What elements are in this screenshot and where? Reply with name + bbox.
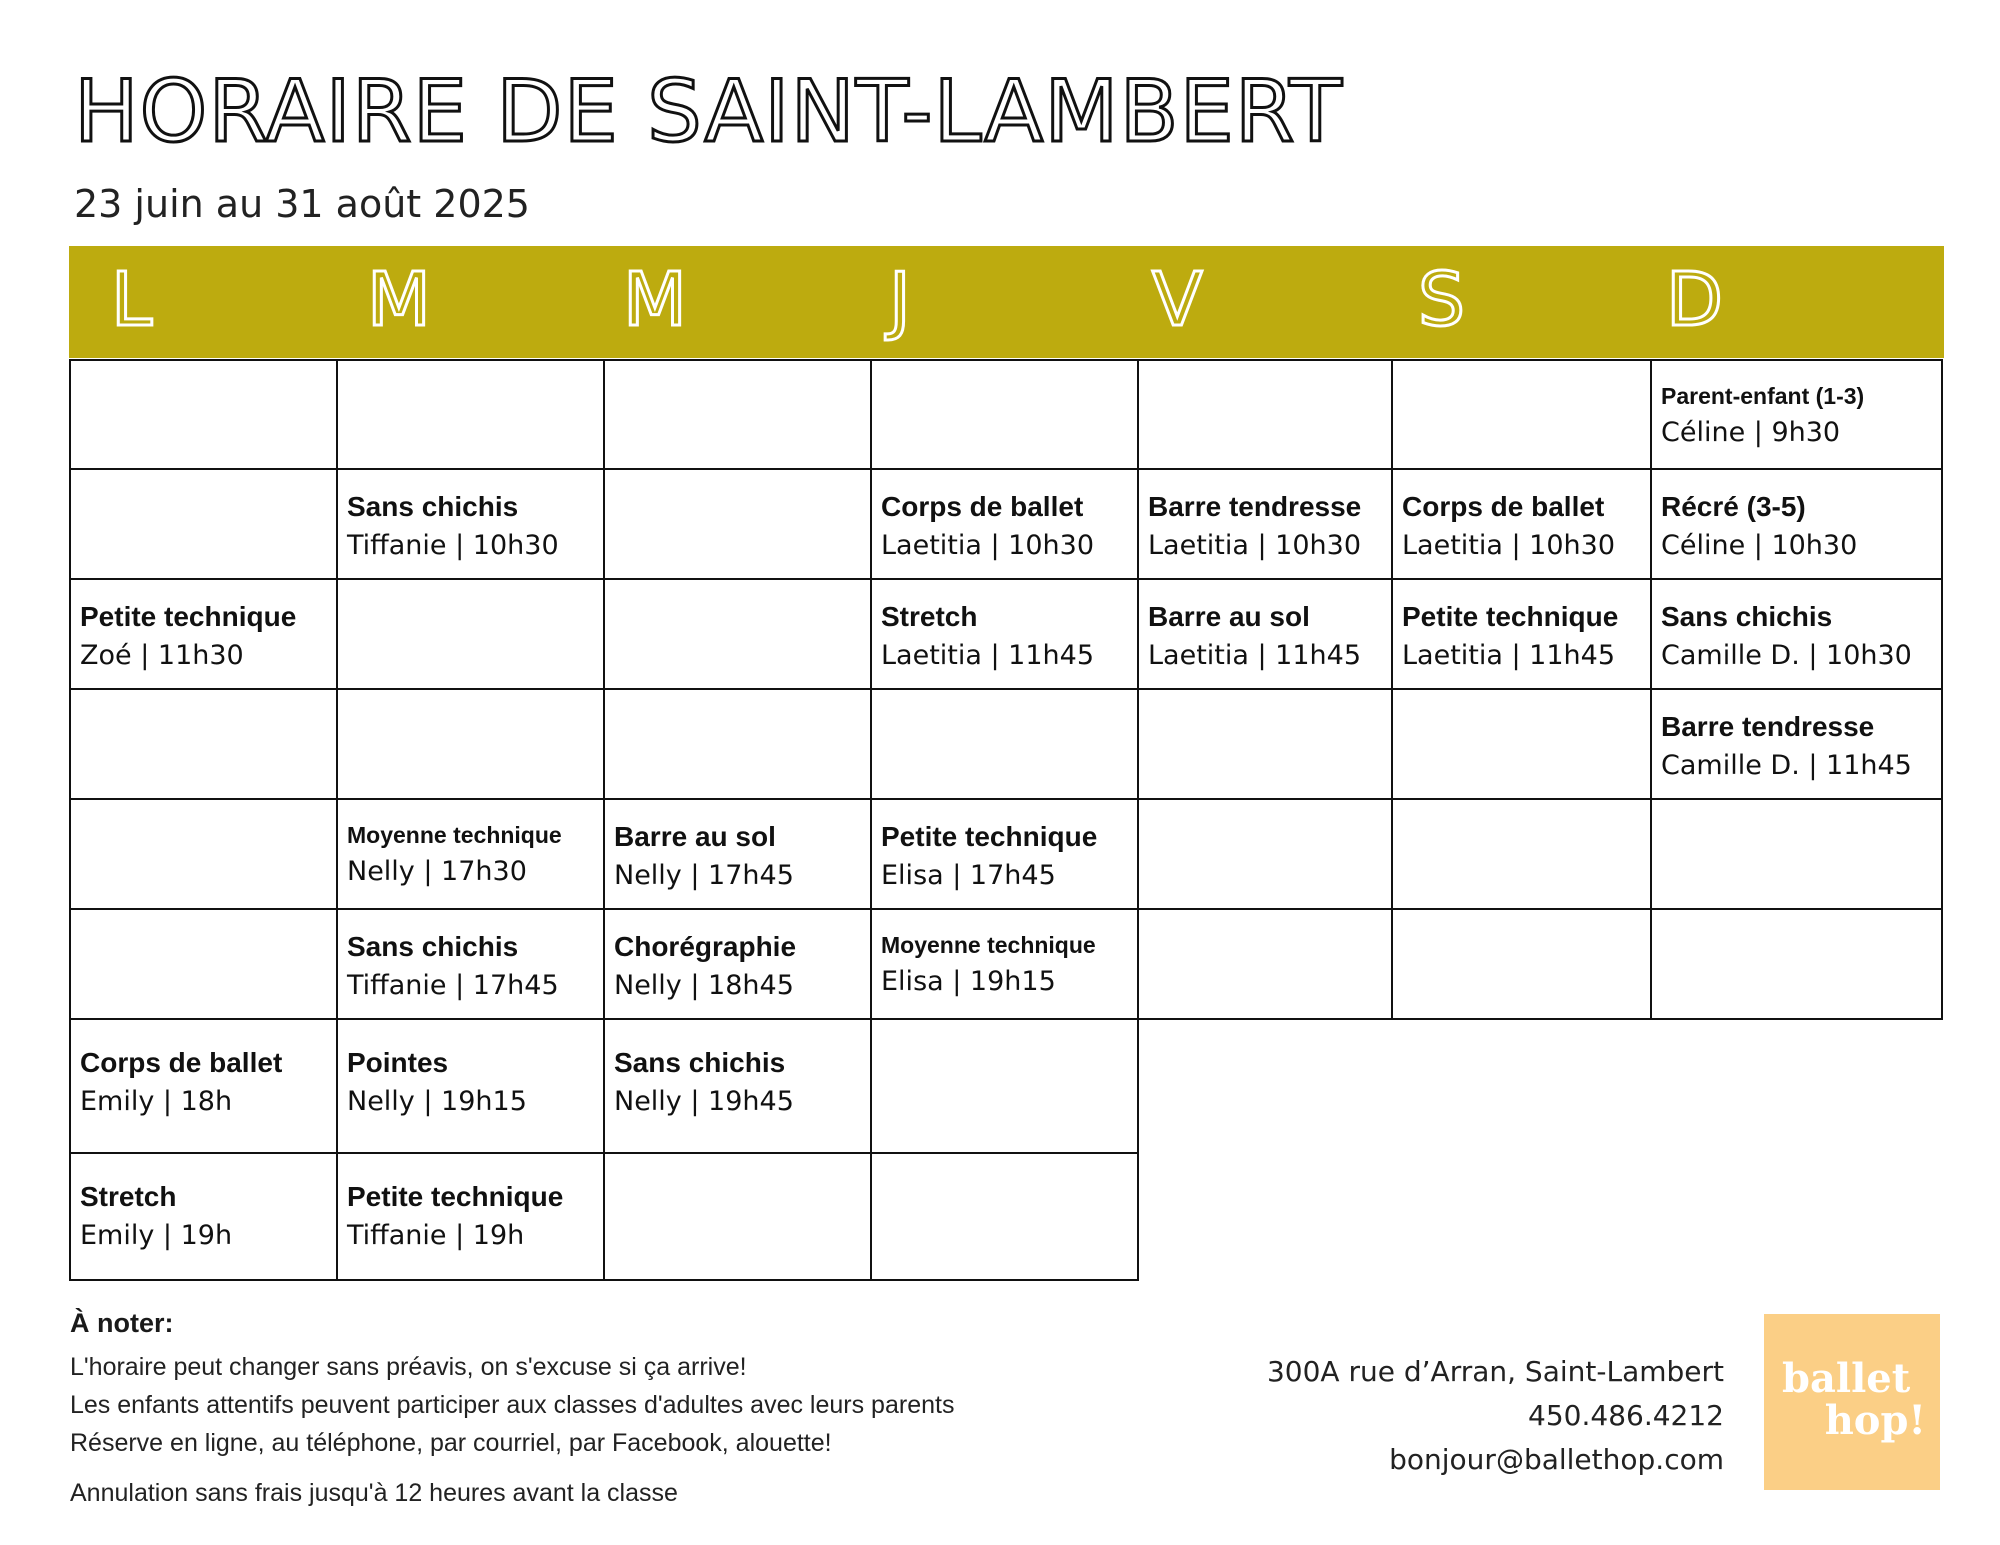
instructor-time: Laetitia | 11h45 [881, 640, 1095, 671]
class-slot [1139, 470, 1393, 580]
class-name: Stretch [881, 601, 978, 632]
instructor-time: Emily | 18h [80, 1086, 233, 1117]
instructor-time: Camille D. | 11h45 [1661, 750, 1912, 781]
instructor-time: Nelly | 17h30 [347, 856, 527, 887]
empty-slot [338, 580, 605, 690]
empty-slot [1139, 910, 1393, 1020]
instructor-time: Zoé | 11h30 [80, 640, 244, 671]
empty-slot [1139, 800, 1393, 910]
day-header: M [623, 257, 687, 343]
class-slot [1652, 580, 1943, 690]
empty-slot [71, 910, 338, 1020]
empty-slot [605, 470, 872, 580]
class-slot [1139, 580, 1393, 690]
instructor-time: Céline | 10h30 [1661, 530, 1858, 561]
empty-slot [1139, 690, 1393, 800]
class-slot [872, 470, 1139, 580]
class-slot [872, 910, 1139, 1020]
instructor-time: Nelly | 18h45 [614, 970, 794, 1001]
instructor-time: Laetitia | 11h45 [1402, 640, 1616, 671]
instructor-time: Elisa | 17h45 [881, 860, 1056, 891]
instructor-time: Tiffanie | 17h45 [347, 970, 559, 1001]
class-name: Barre tendresse [1148, 491, 1362, 522]
class-name: Moyenne technique [347, 822, 562, 848]
instructor-time: Laetitia | 10h30 [1148, 530, 1362, 561]
note-line: Réserve en ligne, au téléphone, par courriel, par Facebook, alouette! [70, 1429, 832, 1457]
class-name: Barre au sol [1148, 601, 1310, 632]
ballet-hop-logo [1764, 1314, 1940, 1490]
instructor-time: Laetitia | 11h45 [1148, 640, 1362, 671]
class-slot [338, 800, 605, 910]
class-name: Stretch [80, 1181, 177, 1212]
class-slot [71, 1020, 338, 1154]
notes-section [70, 1306, 1070, 1512]
class-name: Petite technique [881, 821, 1098, 852]
empty-slot [1393, 690, 1652, 800]
class-name: Chorégraphie [614, 931, 797, 962]
day-header: V [1152, 257, 1203, 343]
class-name: Corps de ballet [1402, 491, 1605, 522]
empty-slot [872, 1154, 1139, 1281]
class-slot [605, 910, 872, 1020]
instructor-time: Nelly | 19h15 [347, 1086, 527, 1117]
schedule-table [69, 359, 1943, 1281]
class-slot [71, 580, 338, 690]
date-range: 23 juin au 31 août 2025 [74, 182, 530, 226]
class-slot [1393, 580, 1652, 690]
empty-slot [1652, 800, 1943, 910]
instructor-time: Nelly | 17h45 [614, 860, 794, 891]
class-slot [872, 800, 1139, 910]
email-address: bonjour@ballethop.com [1389, 1443, 1724, 1476]
class-slot [605, 1020, 872, 1154]
phone-number: 450.486.4212 [1528, 1399, 1724, 1432]
class-slot [1652, 690, 1943, 800]
day-header: D [1666, 257, 1723, 343]
address: 300A rue d’Arran, Saint-Lambert [1266, 1355, 1724, 1388]
class-name: Sans chichis [347, 931, 519, 962]
note-line: L'horaire peut changer sans préavis, on s'excuse si ça arrive! [70, 1353, 747, 1381]
day-header: J [889, 257, 911, 343]
instructor-time: Tiffanie | 19h [347, 1220, 525, 1251]
empty-slot [338, 690, 605, 800]
class-slot [71, 1154, 338, 1281]
class-slot [338, 470, 605, 580]
day-header: L [111, 257, 153, 343]
class-name: Parent-enfant (1-3) [1661, 383, 1865, 409]
instructor-time: Tiffanie | 10h30 [347, 530, 559, 561]
empty-slot [1393, 910, 1652, 1020]
class-name: Corps de ballet [881, 491, 1084, 522]
class-name: Pointes [347, 1047, 449, 1078]
note-line: Les enfants attentifs peuvent participer aux classes d'adultes avec leurs parents [70, 1391, 955, 1419]
logo-text-line2: hop! [1824, 1397, 1926, 1444]
cancellation-note: Annulation sans frais jusqu'à 12 heures avant la classe [70, 1479, 678, 1507]
page-title: HORAIRE DE SAINT-LAMBERT [74, 62, 1343, 162]
class-slot [338, 1154, 605, 1281]
day-header: S [1418, 257, 1465, 343]
instructor-time: Elisa | 19h15 [881, 966, 1056, 997]
contact-block [1267, 1350, 1724, 1482]
notes-heading: À noter: [70, 1308, 174, 1338]
empty-slot [605, 580, 872, 690]
weekday-header-band [69, 246, 1944, 358]
empty-slot [1139, 361, 1393, 470]
class-slot [872, 580, 1139, 690]
instructor-time: Emily | 19h [80, 1220, 233, 1251]
class-slot [1652, 361, 1943, 470]
class-name: Barre au sol [614, 821, 776, 852]
class-name: Sans chichis [614, 1047, 786, 1078]
empty-slot [71, 470, 338, 580]
class-name: Petite technique [80, 601, 297, 632]
class-slot [1393, 470, 1652, 580]
class-name: Sans chichis [1661, 601, 1833, 632]
class-name: Barre tendresse [1661, 711, 1875, 742]
instructor-time: Nelly | 19h45 [614, 1086, 794, 1117]
instructor-time: Céline | 9h30 [1661, 417, 1841, 448]
class-name: Moyenne technique [881, 932, 1096, 958]
class-name: Petite technique [347, 1181, 564, 1212]
class-slot [338, 910, 605, 1020]
class-name: Corps de ballet [80, 1047, 283, 1078]
class-name: Sans chichis [347, 491, 519, 522]
empty-slot [71, 800, 338, 910]
empty-slot [338, 361, 605, 470]
class-slot [338, 1020, 605, 1154]
empty-slot [872, 690, 1139, 800]
class-name: Petite technique [1402, 601, 1619, 632]
empty-slot [872, 1020, 1139, 1154]
day-header: M [367, 257, 431, 343]
empty-slot [71, 361, 338, 470]
empty-slot [1393, 361, 1652, 470]
class-name: Récré (3-5) [1661, 491, 1806, 522]
class-slot [605, 800, 872, 910]
instructor-time: Camille D. | 10h30 [1661, 640, 1912, 671]
class-slot [1652, 470, 1943, 580]
instructor-time: Laetitia | 10h30 [881, 530, 1095, 561]
empty-slot [605, 1154, 872, 1281]
logo-text-line1: ballet [1782, 1355, 1911, 1402]
instructor-time: Laetitia | 10h30 [1402, 530, 1616, 561]
empty-slot [605, 361, 872, 470]
empty-slot [1652, 910, 1943, 1020]
empty-slot [605, 690, 872, 800]
empty-slot [71, 690, 338, 800]
empty-slot [1393, 800, 1652, 910]
empty-slot [872, 361, 1139, 470]
